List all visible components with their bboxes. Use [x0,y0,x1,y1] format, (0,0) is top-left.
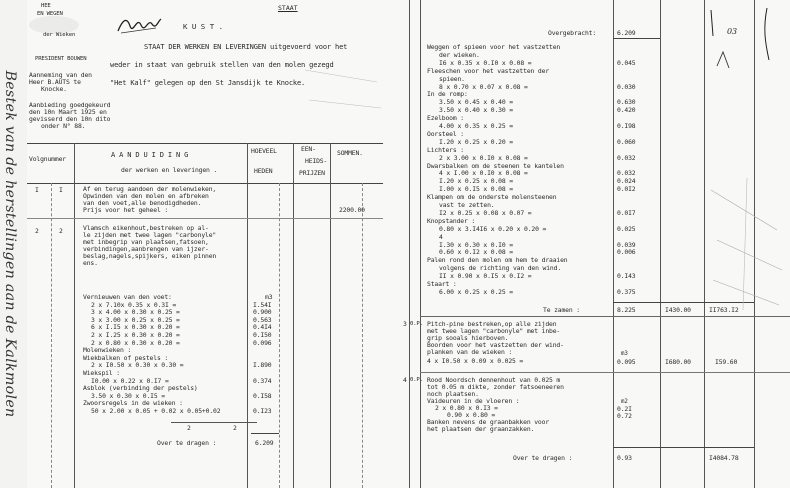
right-item-text: 4.00 x 0.35 x 0.25 = [439,122,513,130]
item-3-line-1: Pitch-pine bestreken,op alle zijden [427,320,557,328]
item-4-line-6: 0.90 x 0.80 = [447,411,496,419]
right-item-quantity: 0.375 [617,287,636,296]
right-item-text: Ezelboom : [427,114,464,123]
left-item-text: 3.50 x 0.30 x 0.I5 = [91,391,165,400]
col-een: EEN- [301,145,316,153]
left-item-unit: m3 [265,293,273,301]
left-item-text: I0.00 x 0.22 x 0.I7 = [91,376,169,385]
left-item-text: Molenwieken : [83,346,132,355]
right-item-text: volgens de richting van den wind. [439,264,562,273]
item-4-unit: m2 [621,399,628,405]
fraction-denominator-b: 2 [233,424,237,432]
stamp [29,2,119,68]
row-1-num-a: I [35,186,39,194]
title-line-2: weder in staat van gebruik stellen van den molen gezegd [110,61,334,69]
right-item-quantity: 0.030 [617,82,636,91]
left-item-quantity: 0.I23 [253,407,272,415]
left-footer-label: Over te dragen : [157,439,217,447]
right-item-text: 8 x 0.70 x 0.07 x 0.08 = [439,82,528,91]
col-volgnummer: Volgnummer [29,155,66,163]
right-item-quantity: 0.0I2 [617,185,636,194]
left-item-text: 2 x 0.80 x 0.30 x 0.20 = [91,338,180,347]
handwritten-note: 03 [727,27,737,36]
left-item-text: Vernieuwen van den voet: [83,293,172,301]
right-item-quantity: 0.025 [617,224,636,233]
left-item-quantity: 0.I58 [253,391,272,400]
right-item-text: Dwarsbalken om de steenen te kantelen [427,161,564,170]
te-zamen-label: Te zamen : [543,306,580,314]
item-4-line-8: het plaatsen der graanzakken. [427,425,535,433]
left-item-text: Asblok (verbinding der pestels) [83,384,198,393]
left-item-text: 3 x 3.00 x 0.25 x 0.25 = [91,315,180,324]
left-item-text: 2 x I0.50 x 0.30 x 0.30 = [91,361,184,370]
row-1-som: 2200.00 [339,206,365,214]
row-2-line-6: ens. [83,259,98,267]
right-item-text: 6.00 x 0.25 x 0.25 = [439,287,513,296]
left-item-quantity: 0.096 [253,338,272,347]
left-footer-q: 6.209 [255,439,274,447]
item-4-q1: 0.2I [617,405,632,413]
aanneming-line-1: Aanneming van den [29,71,92,79]
overgebracht-q: 6.209 [617,29,636,37]
item-4-num: 4 [403,376,407,384]
item-4-line-4: Vaideuren in de vloeren : [427,397,520,405]
left-item-text: 50 x 2.00 x 0.05 + 0.02 x 0.05+0.02 [91,407,221,415]
right-item-text: 3.50 x 0.45 x 0.40 = [439,98,513,107]
right-item-text: 3.50 x 0.40 x 0.30 = [439,106,513,115]
item-3-line-3: grip sooals hierboven. [427,334,509,342]
right-item-quantity: 0.630 [617,98,636,107]
col-heids: HEIDS- [305,157,328,165]
approval-line-3: gevisserd den 10n dito [29,115,111,123]
left-item-quantity: I.54I [253,300,272,309]
right-item-quantity: 0.420 [617,106,636,115]
handwritten-marks [703,6,783,76]
left-item-quantity: 0.I50 [253,331,272,339]
row-1-line-2: Opwinden van den molen en afbreken [83,192,209,200]
row-2-line-2: le zijden met twee lagen "carbonyle" [83,231,217,239]
left-item-text: Zwoorsregels in de wieken : [83,399,183,408]
approval-line-1: Aanbieding goedgekeurd [29,101,111,109]
row-1-num-b: I [59,186,63,194]
left-item-text: 6 x I.I5 x 0.30 x 0.20 = [91,323,180,332]
col-heden: HEDEN [254,167,273,175]
right-footer-label: Over te dragen : [513,454,573,462]
right-item-text: Knopstander : [427,216,476,225]
approval-line-2: den 10n Maart 1925 en [29,108,107,116]
right-item-text: I2 x 0.25 x 0.08 x 0.07 = [439,208,532,217]
right-item-text: 4 [439,232,443,241]
right-item-quantity: 0.032 [617,153,636,162]
right-item-text: I6 x 0.35 x 0.I0 x 0.08 = [439,58,532,67]
document-page [27,0,790,488]
stamp-line-4: PRESIDENT BOUWEN [35,56,87,62]
item-4-line-2: tot 0.05 m dikte, zonder fatsoeneeren [427,383,564,391]
stamp-line-3: der Wieken [43,32,76,38]
row-2-line-4: verbindingen,aanbrengen van ijzer- [83,245,209,253]
left-item-text: 2 x 7.10x 0.35 x 0.3I = [91,300,177,309]
row-1-line-4: Prijs voor het geheel : [83,206,169,214]
row-2-line-1: Vlamsch eikenhout,bestreken op al- [83,224,209,232]
te-zamen-price: I430.00 [665,306,691,314]
kust-heading: K U S T . [183,22,224,31]
right-item-text: Weggen of spieen voor het vastzetten [427,43,561,51]
col-sommen: SOMMEN. [337,149,363,157]
item-4-code: 0.P. [410,377,423,383]
right-item-quantity: 0.024 [617,177,636,186]
overgebracht-label: Overgebracht: [548,29,597,37]
row-2-line-5: beslag,nagels,spijkers, eiken pinnen [83,252,217,260]
right-item-quantity: 0.I43 [617,272,636,281]
right-item-text: II x 0.90 x 0.I5 x 0.I2 = [439,272,532,281]
col-aanduiding-sub: der werken en leveringen . [121,166,218,174]
left-item-quantity: I.890 [253,361,272,370]
item-3-line-5: planken van de wieken : [427,348,513,356]
right-item-quantity: 0.006 [617,248,636,257]
row-1-line-3: van den voet,alle benodigdheden. [83,199,202,207]
item-3-line-4: Boorden voor het vastzetten der wind- [427,341,564,349]
right-item-text: Staart : [427,280,457,288]
right-item-text: Klampen om de onderste molensteenen [427,193,557,202]
right-item-text: der wieken. [439,50,480,59]
left-item-quantity: 0.4I4 [253,323,272,332]
right-item-text: I.20 x 0.25 x 0.20 = [439,137,513,146]
item-4-q2: 0.72 [617,412,632,420]
aanneming-line-2: Heer B.AUTS te [29,78,81,86]
pencil-scratch-marks [707,170,787,320]
right-item-text: 0.60 x 0.I2 x 0.08 = [439,248,513,257]
col-aanduiding: A A N D U I D I N G [111,151,189,159]
item-3-som: I59.60 [715,358,738,366]
te-zamen-som: II763.I2 [709,306,739,314]
right-item-text: 4 x I.00 x 0.I0 x 0.08 = [439,169,528,178]
item-3-code: 0.P. [410,321,423,327]
right-item-quantity: 0.I98 [617,122,636,130]
right-item-text: Fleeschen voor het vastzetten der [427,66,550,75]
col-prijzen: PRIJZEN [299,169,325,177]
title-line-3: "Het Kalf" gelegen op den St Jansdijk te Knocke. [110,79,306,87]
right-item-quantity: 0.060 [617,137,636,146]
left-item-text: Wiekspil : [83,369,120,377]
right-item-text: 0.80 x 3.I4I6 x 0.20 x 0.20 = [439,224,547,233]
stamp-line-2: EN WEGEN [37,11,63,17]
item-4-line-1: Rood Noordsch dennenhout van 0.025 m [427,376,561,384]
right-item-quantity: 0.039 [617,240,636,249]
right-item-text: Lichters : [427,145,464,154]
item-4-line-5: 2 x 0.80 x 0.I3 = [435,404,498,412]
right-footer-q: 0.93 [617,454,632,462]
col-hoeveel: HOEVEEL [251,147,277,155]
right-item-text: vast te zetten. [439,201,495,209]
item-3-q: 0.095 [617,358,636,366]
row-1-line-1: Af en terug aandoen der molenwieken, [83,185,217,193]
left-item-quantity: 0.900 [253,308,272,317]
right-footer-som: I4084.78 [709,454,739,462]
left-item-text: 3 x 4.00 x 0.30 x 0.25 = [91,308,180,317]
item-3-line-6: 4 x I0.50 x 0.09 x 0.025 = [427,357,524,365]
fraction-denominator-a: 2 [187,424,191,432]
row-2-num-b: 2 [59,227,63,235]
margin-title: Bestek van de herstellingen aan de Kalkmolen [2,70,18,418]
row-2-num-a: 2 [35,227,39,235]
item-4-line-3: noch plaatsen. [427,390,479,398]
item-4-line-7: Banken nevens de graanbakken voor [427,418,550,426]
right-item-text: Oorsteel : [427,129,464,138]
left-pencil-marks [297,60,387,140]
left-item-text: 2 x I.25 x 0.30 x 0.20 = [91,331,180,339]
right-item-quantity: 0.0I7 [617,208,636,217]
item-3-price: I680.00 [665,358,691,366]
item-3-num: 3 [403,320,407,328]
stamp-line-1: HEE [41,3,51,9]
right-item-text: I.00 x 0.I5 x 0.08 = [439,185,513,194]
right-item-quantity: 0.045 [617,58,636,67]
left-item-quantity: 0.563 [253,315,272,324]
aanneming-line-3: Knocke. [41,85,67,93]
right-item-text: In de romp: [427,90,468,99]
right-item-text: I.30 x 0.30 x 0.I0 = [439,240,513,249]
row-2-line-3: met inbegrip van plaatsen,fatsoen, [83,238,209,246]
right-item-quantity: 0.032 [617,169,636,178]
right-item-text: 2 x 3.00 x 0.I0 x 0.08 = [439,153,528,162]
right-item-text: Palen rond den molen om hem te draaien [427,256,568,265]
right-item-text: spieen. [439,74,465,83]
signature [115,12,163,36]
item-3-unit: m3 [621,351,628,357]
te-zamen-q: 8.225 [617,306,636,314]
title-line-1: STAAT DER WERKEN EN LEVERINGEN uitgevoerd voor het [144,43,348,51]
left-item-quantity: 0.374 [253,376,272,385]
left-item-text: Wiekbalken of pestels : [83,353,169,362]
item-3-line-2: met twee lagen "carbonyle" met inbe- [427,327,561,335]
staat-heading: STAAT [278,4,298,12]
approval-line-4: onder N° 88. [41,122,86,130]
right-item-text: I.20 x 0.25 x 0.08 = [439,177,513,186]
